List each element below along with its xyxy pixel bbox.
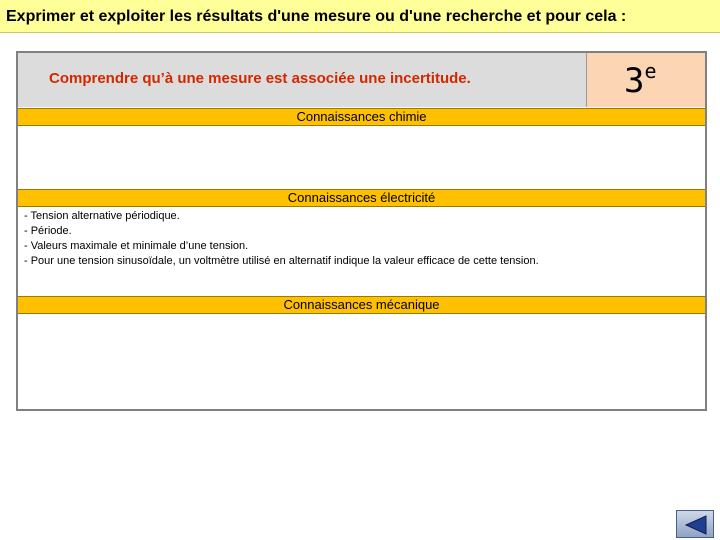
back-button[interactable] [676, 510, 714, 538]
list-item: - Période. [24, 225, 72, 237]
section-title-electricite: Connaissances électricité [18, 189, 705, 207]
section-body-electricite [18, 207, 705, 291]
level-badge [624, 59, 657, 101]
list-item: - Valeurs maximale et minimale d’une tension. [24, 240, 249, 252]
section-body-chimie [18, 126, 705, 190]
objective-text: Comprendre qu’à une mesure est associée une incertitude. [49, 70, 471, 87]
objective-box [18, 53, 587, 107]
competence-frame [16, 51, 707, 411]
list-item: - Tension alternative périodique. [24, 210, 180, 222]
level-suffix: e [644, 59, 657, 83]
left-arrow-icon [677, 511, 715, 539]
list-item: - Pour une tension sinusoïdale, un voltmètre utilisé en alternatif indique la valeur efficace de cette tension. [24, 255, 539, 267]
section-body-mecanique [18, 314, 705, 406]
header-bar [0, 0, 720, 33]
section-title-chimie: Connaissances chimie [18, 108, 705, 126]
electricite-list [18, 207, 705, 269]
page-title: Exprimer et exploiter les résultats d'une mesure ou d'une recherche et pour cela : [6, 8, 627, 25]
level-number: 3 [624, 61, 645, 101]
level-box [587, 53, 705, 107]
section-title-mecanique: Connaissances mécanique [18, 296, 705, 314]
